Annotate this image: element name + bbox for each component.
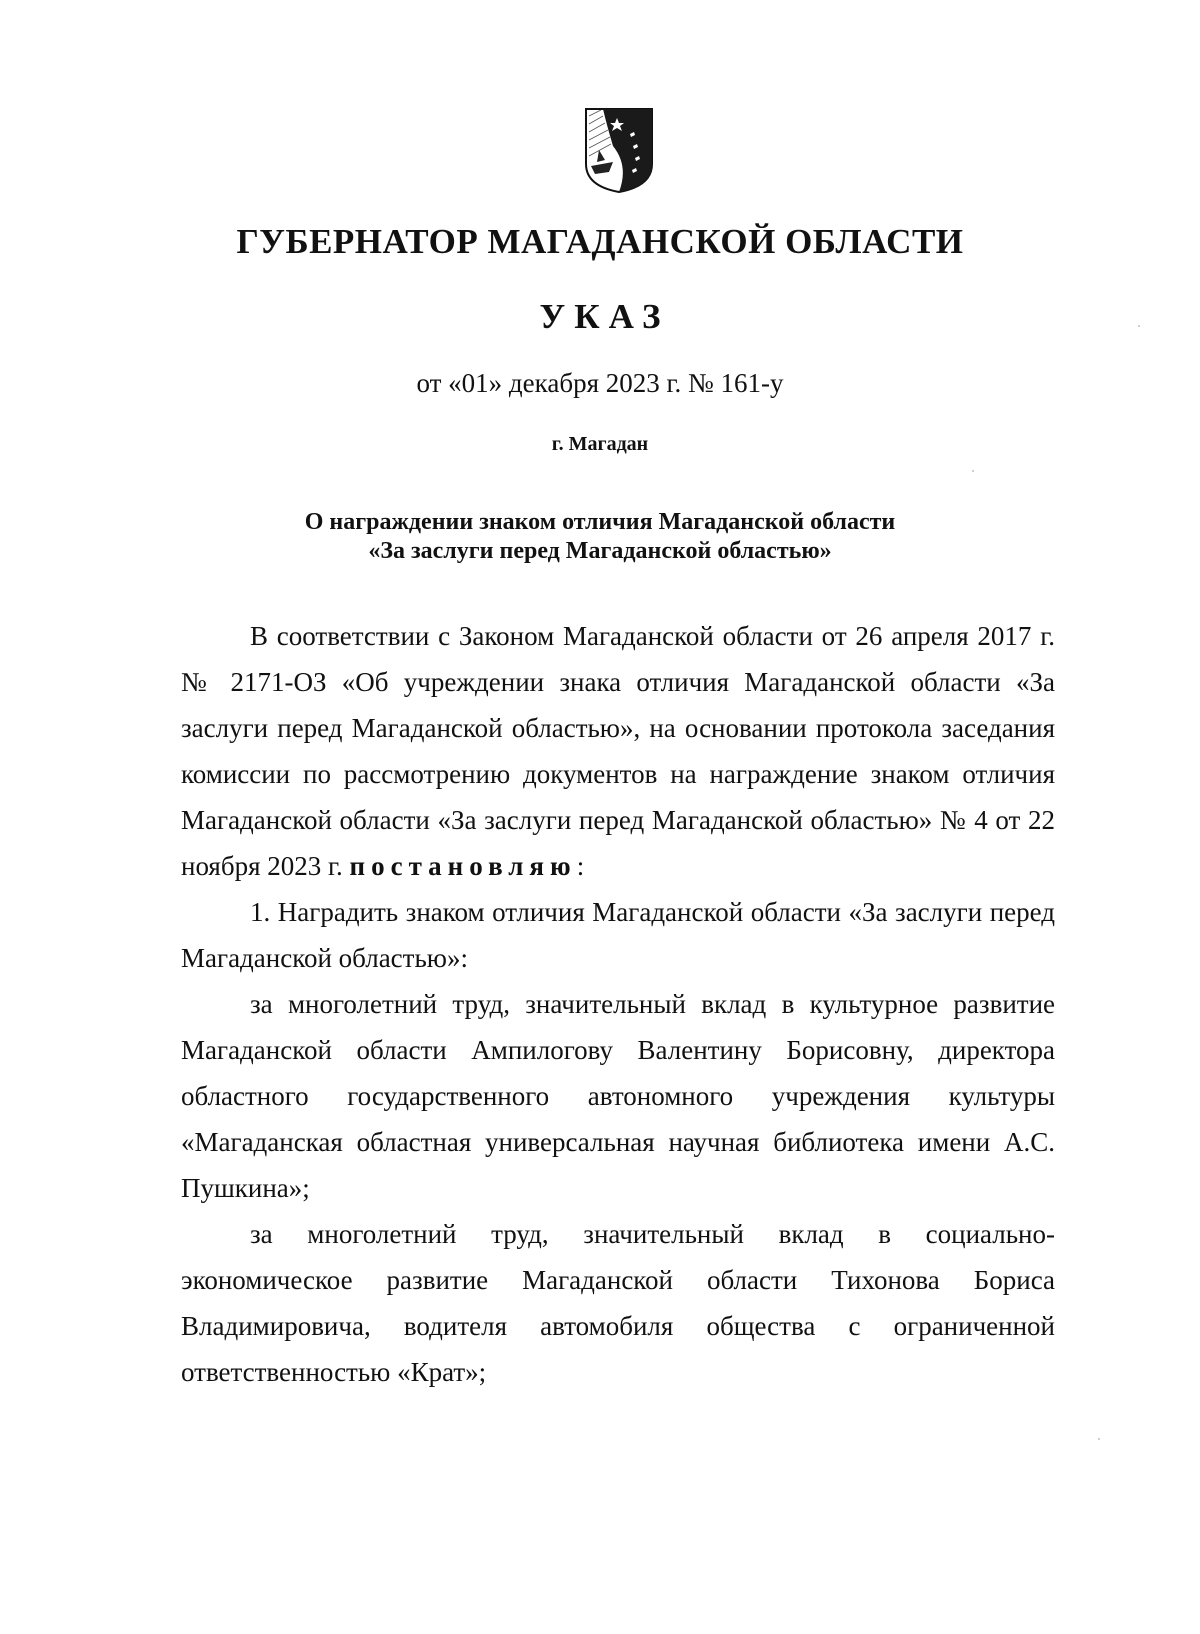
preamble-text: В соответствии с Законом Магаданской области от 26 апреля 2017 г. № 2171-ОЗ «Об учреждении знака отличия Магаданской области «За заслуги перед Магаданской областью», на основании протокола заседания комиссии по рассмотрению документов на награждение знаком отличия Магаданской области «За заслуги перед Магаданской областью» № 4 от 22 ноября 2023 г.	[181, 621, 1055, 881]
document-city: г. Магадан	[551, 433, 649, 455]
resolve-word: постановляю	[349, 851, 577, 881]
resolve-suffix: :	[576, 851, 585, 881]
subject-line-2: «За заслуги перед Магаданской областью»	[368, 538, 832, 564]
item-1-paragraph: 1. Наградить знаком отличия Магаданской области «За заслуги перед Магаданской областью»:	[181, 897, 1055, 973]
subject-line-1: О награждении знаком отличия Магаданской области	[304, 509, 896, 535]
scan-speck	[972, 470, 974, 472]
award-1-paragraph: за многолетний труд, значительный вклад в культурное развитие Магаданской области Ампилогову Валентину Борисовну, директора областного государственного автономного учреждения культуры «Магаданская областная универсальная научная библиотека имени А.С. Пушкина»;	[181, 989, 1055, 1203]
document-type: УКАЗ	[539, 297, 670, 336]
issuing-authority: ГУБЕРНАТОР МАГАДАНСКОЙ ОБЛАСТИ	[236, 222, 964, 261]
document-date-number: от «01» декабря 2023 г. № 161-у	[416, 368, 784, 398]
coat-of-arms-icon	[583, 106, 655, 194]
award-2-paragraph: за многолетний труд, значительный вклад в социально-экономическое развитие Магаданской области Тихонова Бориса Владимировича, водителя автомобиля общества с ограниченной ответственностью «Крат»;	[181, 1219, 1055, 1387]
preamble-paragraph	[181, 613, 1055, 889]
scan-speck	[1098, 1438, 1100, 1440]
document-subject	[0, 508, 1200, 566]
document-body	[181, 613, 1055, 1395]
scan-speck	[1138, 325, 1140, 327]
